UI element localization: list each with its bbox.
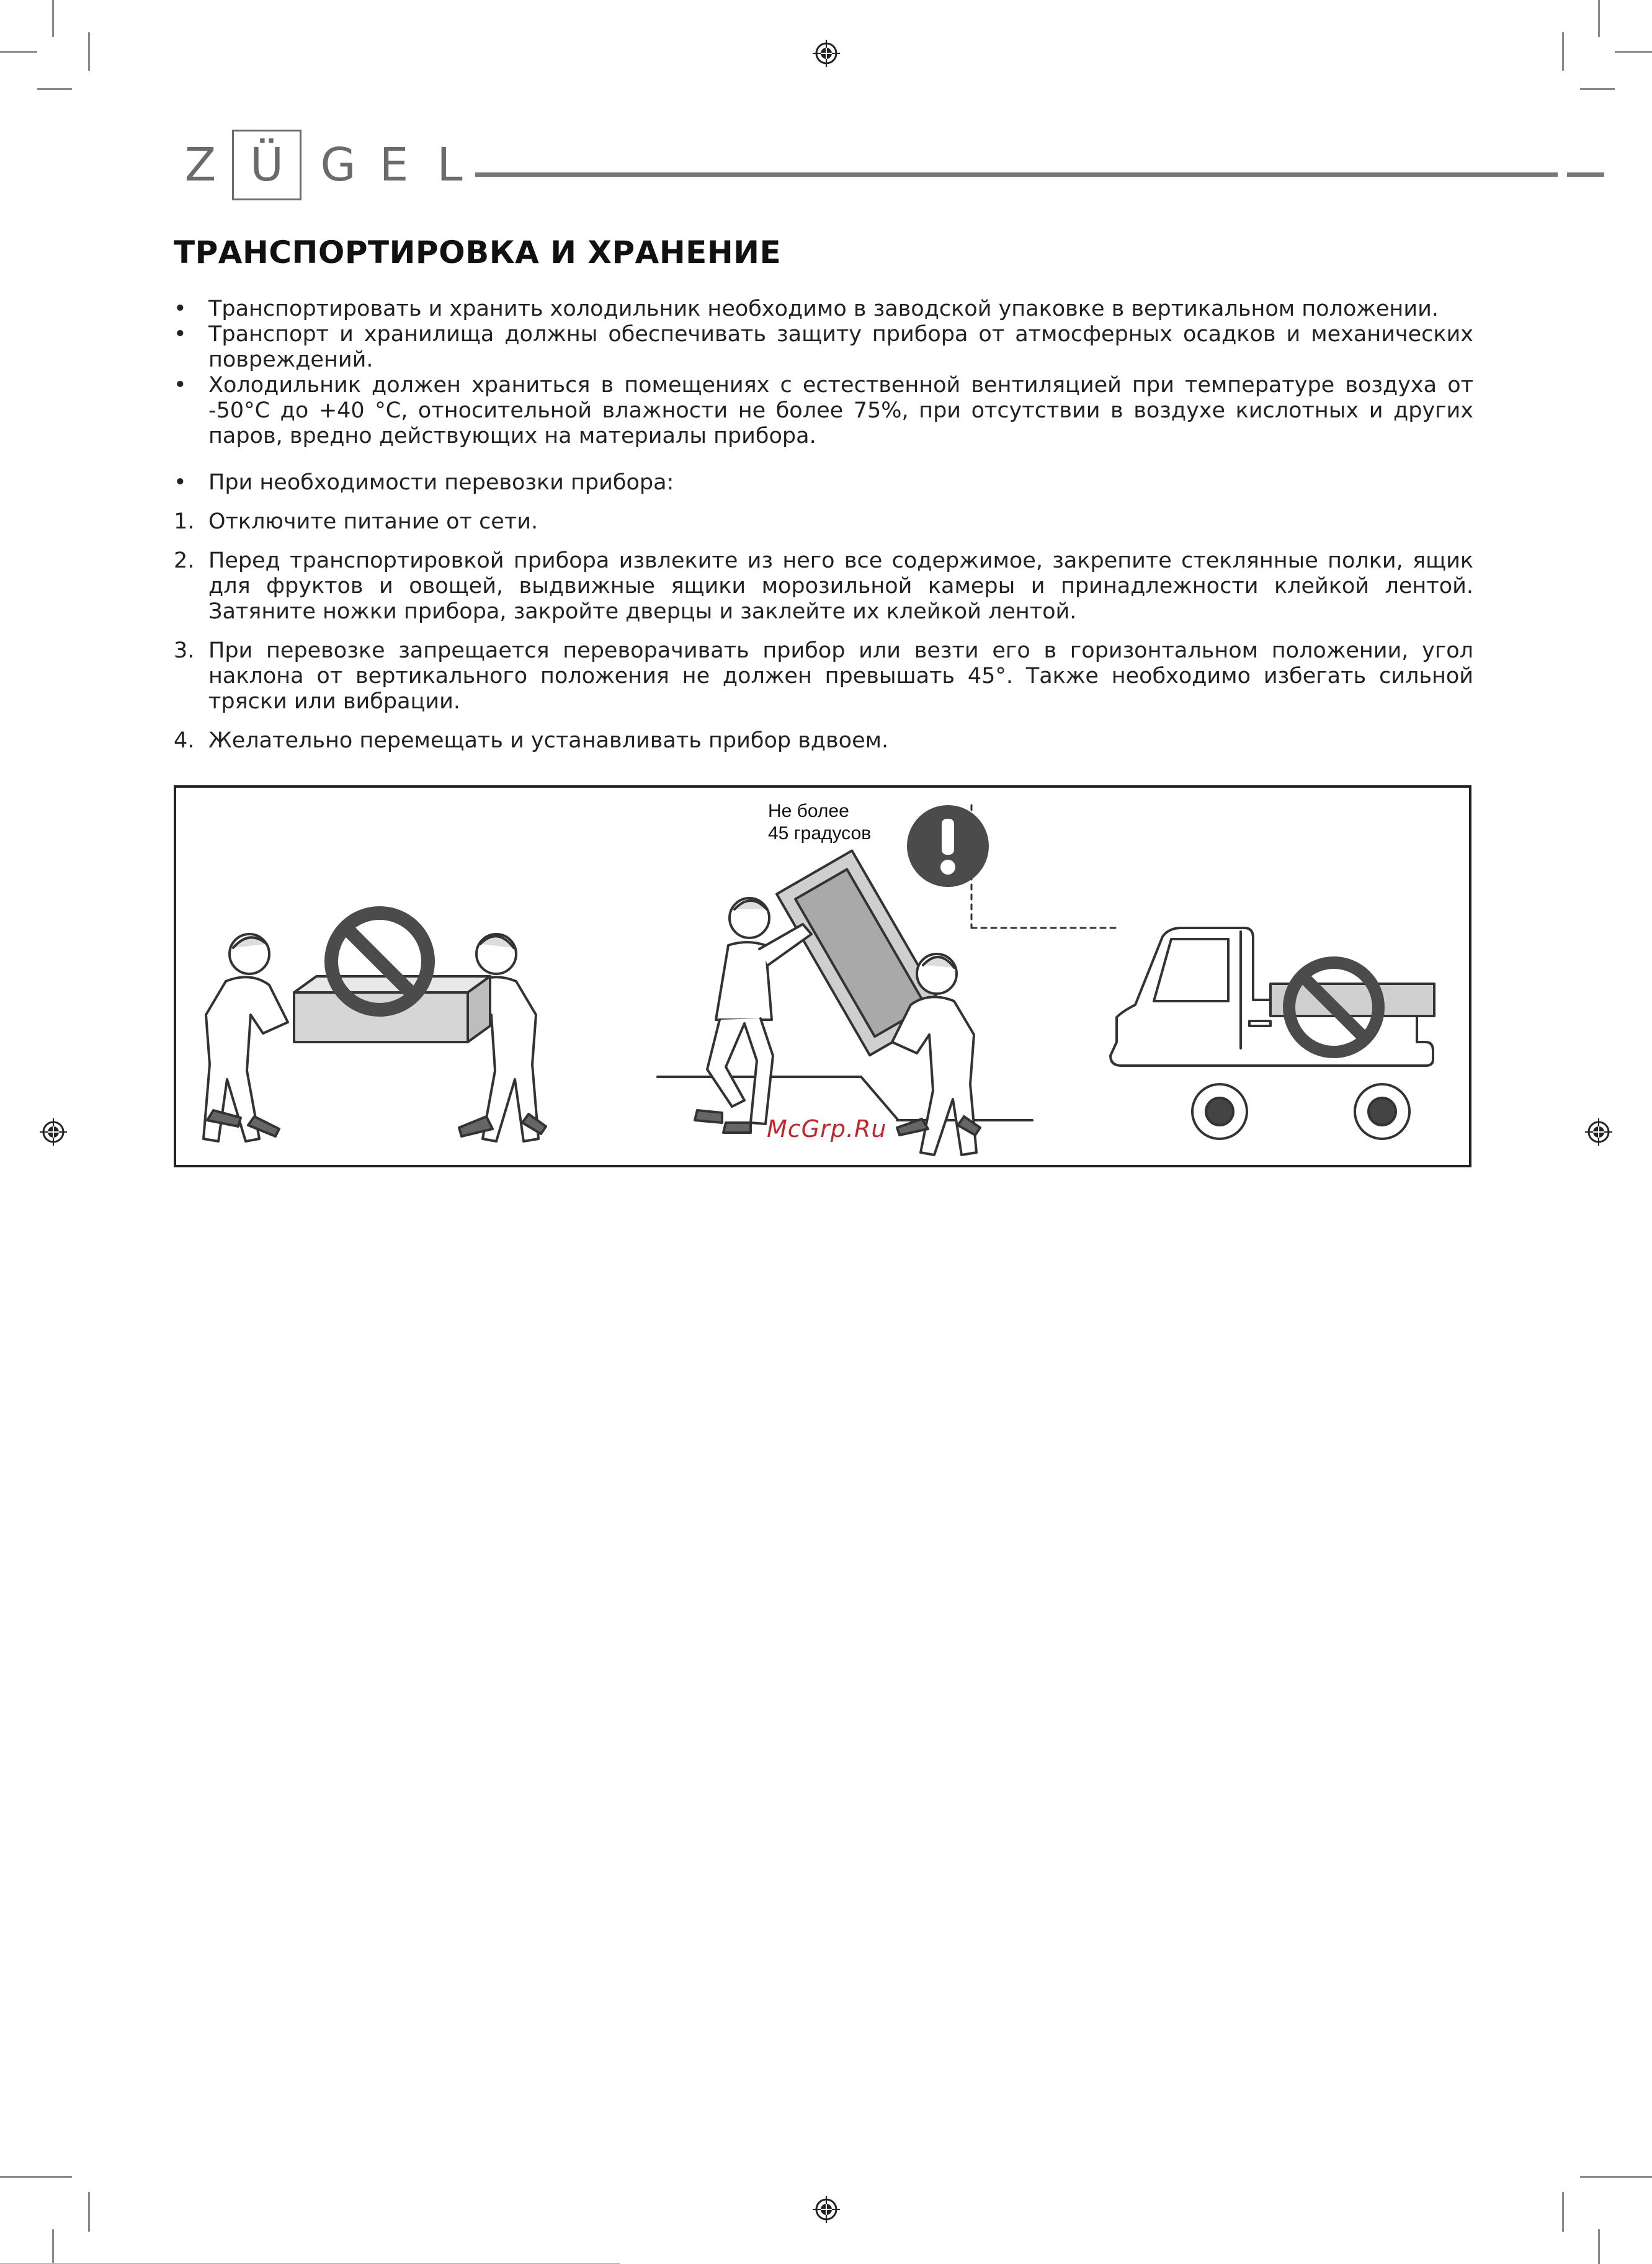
crop-mark xyxy=(88,32,90,71)
bullet-item xyxy=(174,322,1473,373)
bullet-text: Транспортировать и хранить холодильник необходимо в заводской упаковке в вертикальном положении. xyxy=(208,296,1439,321)
bullet-marker: • xyxy=(174,296,187,321)
crop-mark xyxy=(1580,2176,1652,2178)
header-rule xyxy=(475,172,1558,177)
bullet-marker: • xyxy=(174,373,187,398)
brand-logo xyxy=(172,130,478,200)
registration-mark-icon xyxy=(1585,1118,1612,1146)
step-number: 2. xyxy=(174,548,195,573)
scene-truck-horizontal xyxy=(1110,928,1434,1139)
warning-icon xyxy=(907,805,989,887)
bullet-text: Транспорт и хранилища должны обеспечивать защиту прибора от атмосферных осадков и механических повреждений. xyxy=(208,322,1473,372)
crop-mark xyxy=(88,2192,90,2232)
instructions-body xyxy=(174,296,1473,754)
step-item xyxy=(174,728,1473,754)
crop-mark xyxy=(1615,51,1652,53)
crop-mark xyxy=(1562,2192,1564,2232)
header-rule-end xyxy=(1567,172,1604,177)
tilt-note-line: 45 градусов xyxy=(768,823,872,844)
step-text: Отключите питание от сети. xyxy=(208,509,538,534)
logo-letter: Z xyxy=(184,138,217,192)
tilt-angle-note xyxy=(768,800,871,845)
logo-letter-boxed: Ü xyxy=(232,130,301,200)
bullet-text: При необходимости перевозки прибора: xyxy=(208,470,674,495)
crop-mark xyxy=(52,0,54,37)
step-text: Желательно перемещать и устанавливать прибор вдвоем. xyxy=(208,728,889,753)
section-title: ТРАНСПОРТИРОВКА И ХРАНЕНИЕ xyxy=(174,234,782,270)
crop-mark xyxy=(1598,2229,1600,2264)
crop-mark xyxy=(1580,88,1615,90)
step-text: Перед транспортировкой прибора извлеките из него все содержимое, закрепите стеклянные полки, ящик для фруктов и овощей, выдвижные ящики морозильной камеры и принадлежности клейкой лентой. Затяните ножки прибора, закройте дверцы и заклейте их клейкой лентой. xyxy=(208,548,1473,624)
scene-tilt-45 xyxy=(658,805,1119,1155)
bullet-marker: • xyxy=(174,470,187,495)
step-number: 4. xyxy=(174,728,195,753)
logo-letter: G xyxy=(320,138,356,192)
tilt-note-line: Не более xyxy=(768,801,849,821)
registration-mark-icon xyxy=(40,1118,67,1146)
crop-mark xyxy=(1562,32,1564,71)
scene-carry-horizontal xyxy=(203,913,546,1141)
crop-mark xyxy=(37,88,72,90)
registration-mark-icon xyxy=(813,40,840,67)
bullet-item xyxy=(174,296,1473,322)
bullet-text: Холодильник должен храниться в помещениях с естественной вентиляцией при температуре воздуха от -50°С до +40 °С, относительной влажности не более 75%, при отсутствии в воздухе кислотных и других паров, вредно действующих на материалы прибора. xyxy=(208,373,1473,448)
crop-mark xyxy=(1598,0,1600,37)
step-number: 1. xyxy=(174,509,195,534)
logo-letter: L xyxy=(437,138,463,192)
bullet-item xyxy=(174,373,1473,449)
logo-letter: E xyxy=(379,138,409,192)
crop-mark xyxy=(0,2176,72,2178)
step-item xyxy=(174,548,1473,625)
watermark: McGrp.Ru xyxy=(767,1115,887,1143)
crop-mark xyxy=(52,2229,54,2264)
bullet-item xyxy=(174,470,1473,496)
crop-mark xyxy=(0,51,37,53)
registration-mark-icon xyxy=(813,2196,840,2223)
step-item xyxy=(174,638,1473,715)
step-number: 3. xyxy=(174,638,195,663)
step-item xyxy=(174,509,1473,535)
bullet-marker: • xyxy=(174,322,187,347)
step-text: При перевозке запрещается переворачивать прибор или везти его в горизонтальном положении, угол наклона от вертикального положения не должен превышать 45°. Также необходимо избегать сильной тряски или вибрации. xyxy=(208,638,1473,714)
